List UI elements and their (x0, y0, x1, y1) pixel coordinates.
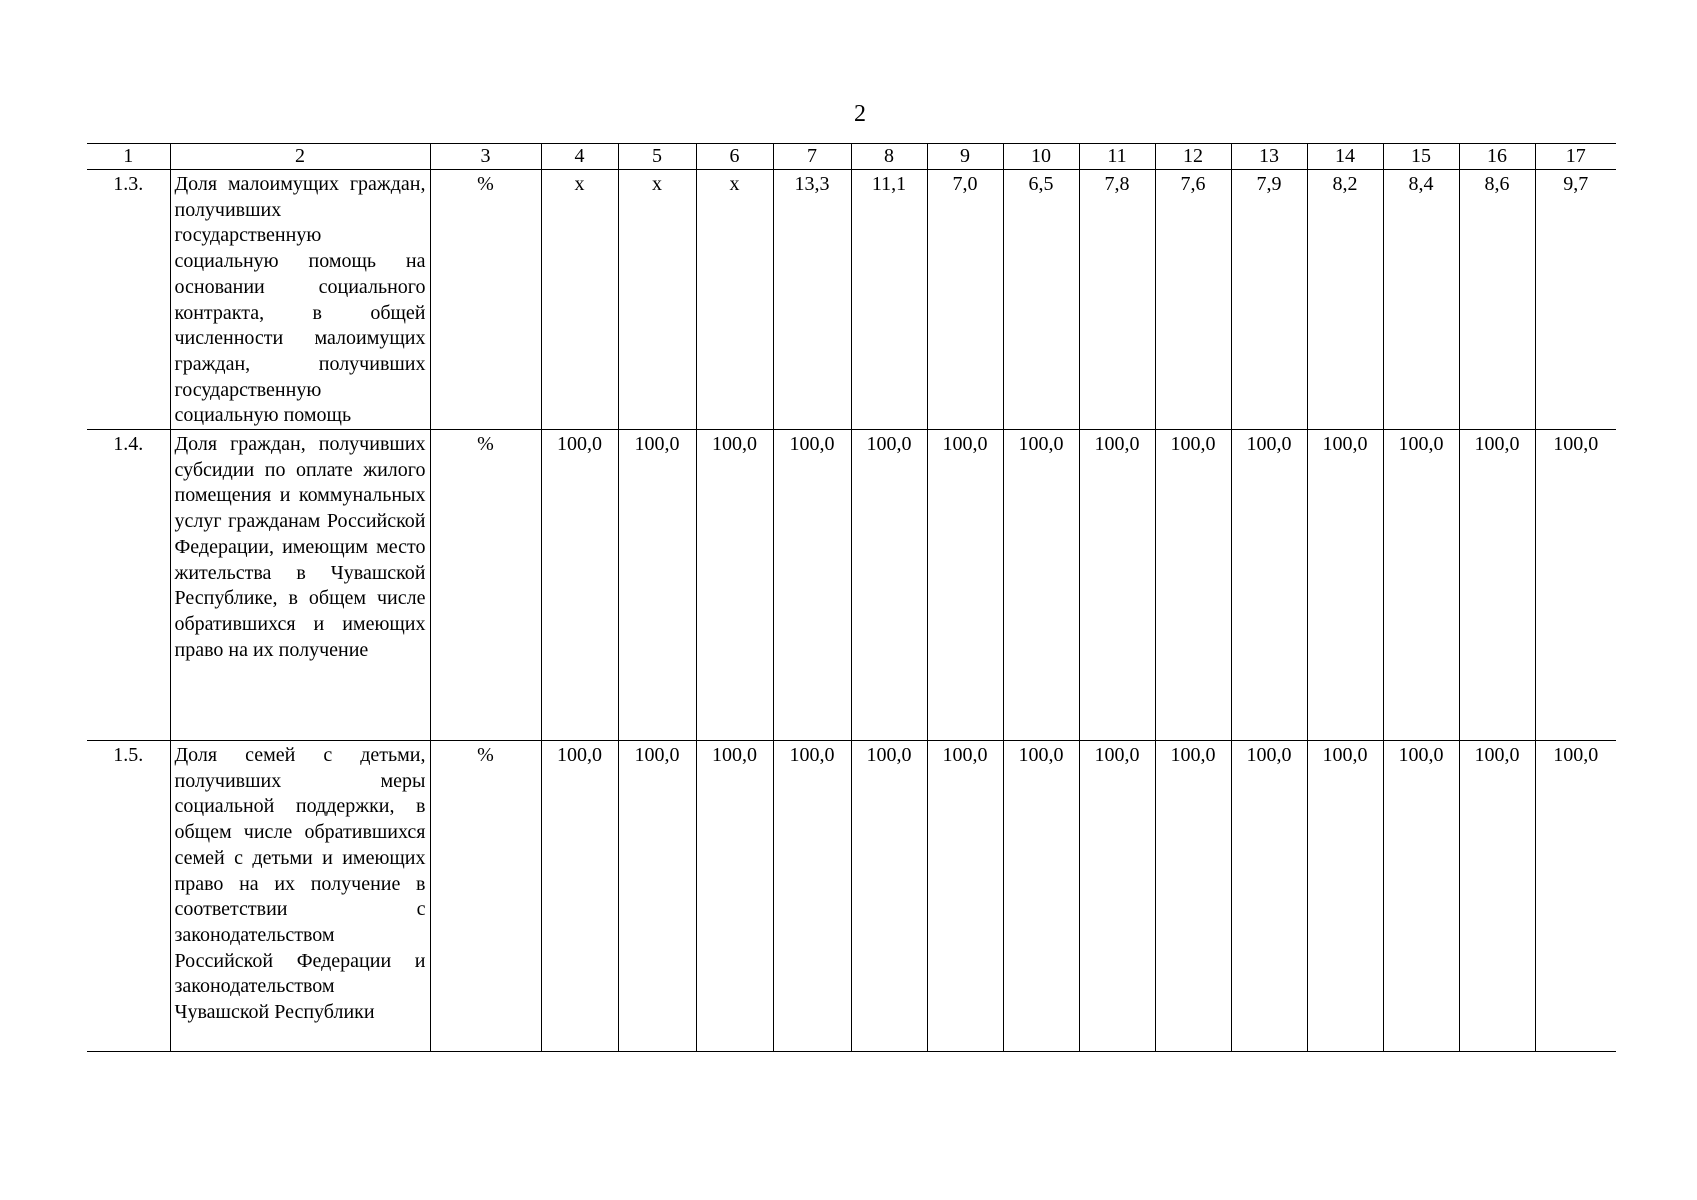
indicator-value: 100,0 (1383, 741, 1459, 1052)
column-header: 3 (430, 144, 541, 170)
indicator-value: 7,6 (1155, 170, 1231, 430)
indicator-value: 100,0 (1459, 430, 1535, 741)
indicator-value: 100,0 (541, 741, 618, 1052)
column-header: 10 (1003, 144, 1079, 170)
row-number: 1.4. (87, 430, 170, 741)
column-header: 7 (773, 144, 851, 170)
indicator-value: 100,0 (1231, 430, 1307, 741)
indicator-value: x (696, 170, 773, 430)
indicator-value: 8,6 (1459, 170, 1535, 430)
table-row (87, 430, 1616, 741)
indicator-value: x (541, 170, 618, 430)
indicator-description: Доля граждан, получивших субсидии по оплате жилого помещения и коммунальных услуг гражданам Российской Федерации, имеющим место жительства в Чувашской Республике, в общем числе обратившихся и имеющих право на их получение (170, 430, 430, 741)
indicator-value: 7,9 (1231, 170, 1307, 430)
indicator-value: x (618, 170, 696, 430)
indicator-value: 100,0 (618, 430, 696, 741)
indicator-value: 7,0 (927, 170, 1003, 430)
indicator-value: 100,0 (773, 430, 851, 741)
indicator-value: 100,0 (1231, 741, 1307, 1052)
indicator-value: 100,0 (1307, 741, 1383, 1052)
indicator-value: 100,0 (1535, 430, 1616, 741)
indicator-value: 8,2 (1307, 170, 1383, 430)
column-header: 16 (1459, 144, 1535, 170)
indicator-value: 100,0 (773, 741, 851, 1052)
row-number: 1.5. (87, 741, 170, 1052)
column-header: 17 (1535, 144, 1616, 170)
indicators-table (87, 143, 1616, 1052)
indicator-value: 100,0 (851, 430, 927, 741)
indicator-value: 100,0 (1003, 741, 1079, 1052)
row-number: 1.3. (87, 170, 170, 430)
indicator-value: 100,0 (696, 430, 773, 741)
column-header: 4 (541, 144, 618, 170)
indicator-value: 6,5 (1003, 170, 1079, 430)
column-header: 5 (618, 144, 696, 170)
column-header: 12 (1155, 144, 1231, 170)
indicator-value: 100,0 (696, 741, 773, 1052)
indicator-value: 100,0 (927, 430, 1003, 741)
column-header: 6 (696, 144, 773, 170)
indicator-unit: % (430, 430, 541, 741)
indicator-value: 100,0 (1079, 430, 1155, 741)
indicator-description: Доля малоимущих граждан, получивших государственную социальную помощь на основании социального контракта, в общей численности малоимущих граждан, получивших государственную социальную помощь (170, 170, 430, 430)
indicator-value: 7,8 (1079, 170, 1155, 430)
indicator-value: 100,0 (1383, 430, 1459, 741)
indicator-value: 9,7 (1535, 170, 1616, 430)
column-header: 9 (927, 144, 1003, 170)
indicator-value: 100,0 (541, 430, 618, 741)
indicator-value: 100,0 (1459, 741, 1535, 1052)
indicator-value: 100,0 (1003, 430, 1079, 741)
indicator-value: 100,0 (1155, 741, 1231, 1052)
column-header: 11 (1079, 144, 1155, 170)
indicator-value: 100,0 (1535, 741, 1616, 1052)
column-header: 13 (1231, 144, 1307, 170)
column-header: 14 (1307, 144, 1383, 170)
table-row (87, 170, 1616, 430)
indicator-value: 100,0 (618, 741, 696, 1052)
indicator-value: 100,0 (1079, 741, 1155, 1052)
indicator-unit: % (430, 170, 541, 430)
indicator-value: 11,1 (851, 170, 927, 430)
column-header: 1 (87, 144, 170, 170)
indicator-value: 100,0 (1307, 430, 1383, 741)
column-header: 15 (1383, 144, 1459, 170)
column-header: 2 (170, 144, 430, 170)
indicator-value: 8,4 (1383, 170, 1459, 430)
indicator-unit: % (430, 741, 541, 1052)
column-header: 8 (851, 144, 927, 170)
table-row (87, 741, 1616, 1052)
indicator-value: 100,0 (1155, 430, 1231, 741)
table-header-row (87, 144, 1616, 170)
indicator-value: 13,3 (773, 170, 851, 430)
indicator-value: 100,0 (927, 741, 1003, 1052)
page-number: 2 (854, 101, 866, 127)
indicator-value: 100,0 (851, 741, 927, 1052)
indicator-description: Доля семей с детьми, получивших меры социальной поддержки, в общем числе обратившихся семей с детьми и имеющих право на их получение в соответствии с законодательством Российской Федерации и законодательством Чувашской Республики (170, 741, 430, 1052)
